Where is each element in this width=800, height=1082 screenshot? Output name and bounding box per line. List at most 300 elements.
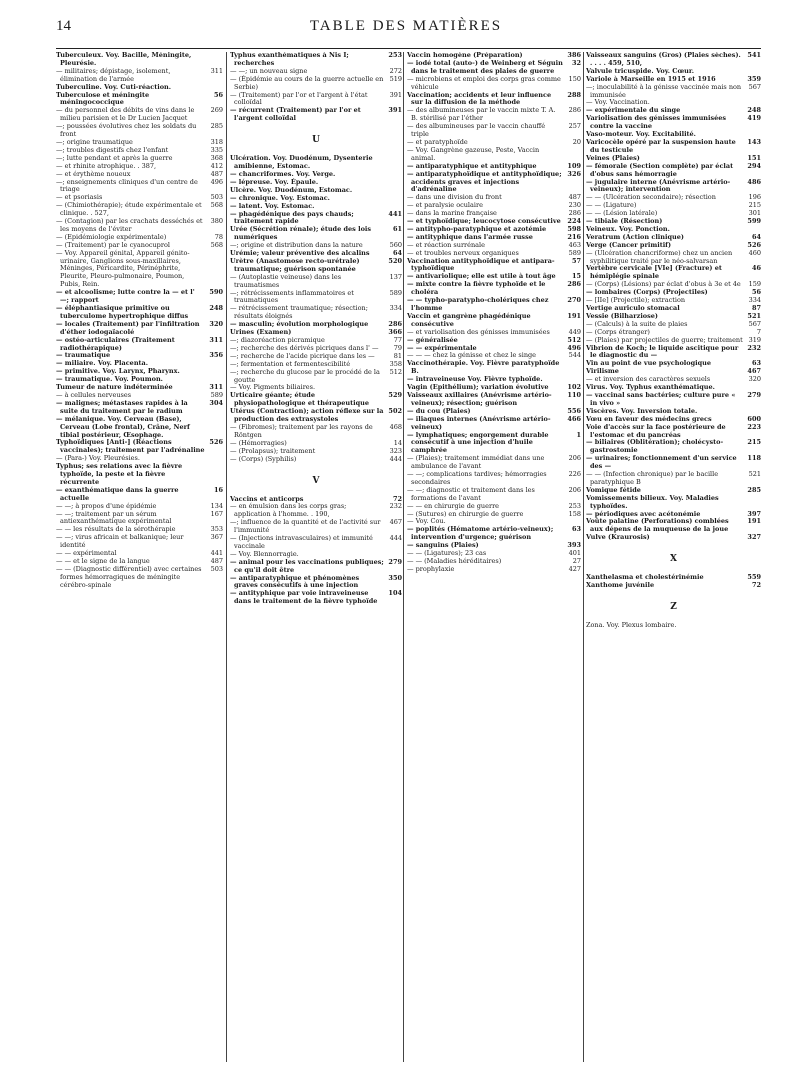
entry-text: — — (Infection chronique) par le bacille paratyphique B xyxy=(586,470,719,486)
entry-page-number: 467 xyxy=(747,367,761,376)
entry-page-number: 589 xyxy=(210,390,223,399)
entry-text: — —; complications tardives; hémorragies secondaires xyxy=(407,470,547,486)
entry-page-number: 57 xyxy=(571,256,581,265)
entry-text: — (Ulcération chancriforme) chez un ancien syphilitique traité par le néo-salvarsan xyxy=(586,248,733,265)
section-letter: V xyxy=(312,475,320,486)
entry-text: — fémorale (Section complète) par éclat d'obus sans hémorragie xyxy=(586,161,734,178)
entry-text: — antiparatyphique et phénomènes graves consécutifs à une injection xyxy=(230,573,360,590)
entry-text: — — expérimental xyxy=(56,549,117,558)
entry-text: Variolisation des génisses immunisées contre la vaccine xyxy=(586,114,727,131)
entry-text: — (Corps) (Lésions) par éclat d'obus à 3e et 4e xyxy=(586,280,741,289)
entry-page-number: 487 xyxy=(210,557,223,565)
entry-text: Ulcère. Voy. Duodénum, Estomac. xyxy=(230,185,353,194)
entry-page-number: 391 xyxy=(388,106,402,115)
entry-text: Typhus; ses relations avec la fièvre typhoïde, la peste et la fièvre récurrente xyxy=(56,462,183,486)
entry-page-number: 512 xyxy=(389,367,402,376)
index-entry xyxy=(230,408,402,424)
entry-page-number: 248 xyxy=(747,106,761,115)
entry-text: — — (Lésion latérale) xyxy=(586,209,658,218)
entry-text: — iliaques internes (Anévrisme artério-veineux) xyxy=(407,414,551,431)
index-entry xyxy=(407,313,581,329)
entry-text: — microbiens et emploi des corps gras comme véhicule xyxy=(407,74,561,91)
entry-text: — ostéo-articulaires (Traitement radiothérapique) xyxy=(56,335,175,352)
index-entry xyxy=(56,400,223,416)
entry-text: Tuberculine. Voy. Cuti-réaction. xyxy=(56,82,172,91)
entry-page-number: 279 xyxy=(747,390,761,399)
entry-page-number: 64 xyxy=(392,249,402,258)
index-entry xyxy=(586,139,761,155)
entry-text: Tumeur de nature indéterminée xyxy=(56,383,173,392)
entry-text: — — (Ligature) xyxy=(586,201,637,210)
entry-page-number: 27 xyxy=(572,557,581,565)
index-columns xyxy=(56,52,761,1062)
entry-page-number: 359 xyxy=(747,74,761,83)
index-entry xyxy=(230,92,402,108)
entry-page-number: 503 xyxy=(210,193,223,202)
entry-page-number: 353 xyxy=(210,525,223,534)
index-entry xyxy=(56,534,223,550)
entry-page-number: 72 xyxy=(392,494,402,503)
entry-text: — éléphantiasique primitive ou tuberculome hypertrophique diffus xyxy=(56,304,189,320)
entry-page-number: 567 xyxy=(748,319,761,328)
entry-text: Urticaire géante; étude physiopathologique et thérapeutique xyxy=(230,391,370,408)
entry-page-number: 196 xyxy=(748,193,761,202)
entry-text: — Voy. Pigments biliaires. xyxy=(230,383,316,392)
entry-text: — lombaires (Corps) (Projectiles) xyxy=(586,288,708,297)
entry-text: Vaso-moteur. Voy. Excitabilité. xyxy=(586,130,696,139)
entry-page-number: 600 xyxy=(747,414,761,423)
entry-text: — lépreuse. Voy. Épaule. xyxy=(230,177,319,186)
entry-text: — dans une division du front xyxy=(407,193,502,202)
entry-text: — (Chimiothérapie); étude expérimentale et clinique. . 527, xyxy=(56,201,202,218)
entry-page-number: 356 xyxy=(209,351,223,360)
entry-page-number: 104 xyxy=(388,589,402,598)
index-entry xyxy=(56,218,223,234)
entry-text: Tuberculeux. Voy. Bacille, Méningite, Pleurésie. xyxy=(56,52,192,67)
entry-page-number: 77 xyxy=(393,336,402,344)
entry-page-number: 468 xyxy=(389,422,402,431)
entry-text: — tibiale (Résection) xyxy=(586,217,663,226)
index-entry xyxy=(230,535,402,551)
entry-page-number: 63 xyxy=(571,525,581,534)
entry-text: Urines (Examen) xyxy=(230,328,292,337)
entry-text: — et troubles nerveux organiques xyxy=(407,248,519,257)
index-entry xyxy=(586,115,761,131)
entry-text: Xanthome juvénile xyxy=(586,581,655,590)
entry-page-number: 367 xyxy=(210,533,223,542)
entry-text: —; inoculabilité à la génisse vaccinée mais non immunisée xyxy=(586,82,742,99)
entry-text: — antityphique par voie intraveineuse dans le traitement de la fièvre typhoïde xyxy=(230,589,378,606)
index-entry xyxy=(230,392,402,408)
index-entry xyxy=(56,92,223,108)
entry-text: — (Plaies); traitement immédiat dans une ambulance de l'avant xyxy=(407,454,545,471)
entry-page-number: 559 xyxy=(747,573,761,582)
entry-text: Urémie; valeur préventive des alcalins xyxy=(230,249,370,258)
index-entry xyxy=(407,416,581,432)
index-entry xyxy=(586,52,761,68)
entry-page-number: 466 xyxy=(567,414,581,423)
entry-text: — vaccinal sans bactéries; culture pure « in vivo » xyxy=(586,390,736,407)
entry-text: —; lutte pendant et après la guerre xyxy=(56,153,173,162)
entry-text: — biliaires (Oblitération); cholécysto-gastrostomie xyxy=(586,438,724,455)
entry-text: —; fermentation et fermentescibilité xyxy=(230,359,351,368)
section-letter: U xyxy=(312,135,320,146)
entry-text: — — (Ulcération secondaire); résection xyxy=(586,193,716,202)
entry-text: — du cou (Plaies) xyxy=(407,406,471,415)
entry-page-number: 327 xyxy=(747,533,761,542)
entry-text: Virus. Voy. Typhus exanthématique. xyxy=(586,383,715,392)
header-rule xyxy=(56,48,761,49)
index-entry xyxy=(586,455,761,471)
entry-page-number: 232 xyxy=(747,343,761,352)
entry-page-number: 102 xyxy=(567,383,581,392)
entry-page-number: 56 xyxy=(751,288,761,297)
entry-text: Vulve (Kraurosis) xyxy=(586,533,650,542)
index-entry xyxy=(56,487,223,503)
entry-text: — et rhinite atrophique. . 387, xyxy=(56,161,157,170)
index-entry xyxy=(56,463,223,487)
index-entry xyxy=(586,392,761,408)
entry-text: Voie d'accès sur la face postérieure de l'estomac et du pancréas xyxy=(586,422,726,439)
entry-page-number: 467 xyxy=(389,518,402,527)
index-entry xyxy=(407,432,581,456)
entry-text: — — en chirurgie de guerre xyxy=(407,501,500,510)
entry-page-number: 568 xyxy=(210,240,223,249)
index-entry xyxy=(230,107,402,123)
entry-page-number: 285 xyxy=(210,122,223,131)
entry-page-number: 502 xyxy=(388,407,402,416)
entry-page-number: 158 xyxy=(568,509,581,518)
entry-text: Vaccins et anticorps xyxy=(230,494,304,503)
entry-text: — (Hémorragies) xyxy=(230,438,287,447)
entry-text: — malignes; métastases rapides à la suite du traitement par le radium xyxy=(56,398,188,415)
entry-page-number: 368 xyxy=(210,153,223,162)
entry-page-number: 110 xyxy=(567,390,581,399)
entry-page-number: 63 xyxy=(751,359,761,368)
entry-text: — et psoriasis xyxy=(56,193,103,202)
entry-page-number: 269 xyxy=(210,106,223,115)
entry-page-number: 248 xyxy=(209,304,223,312)
entry-page-number: 444 xyxy=(389,534,402,543)
entry-page-number: 215 xyxy=(747,438,761,447)
entry-text: Vertèbre cervicale [VIe] (Fracture) et hémiplégie spinale xyxy=(586,264,722,281)
entry-page-number: 541 xyxy=(747,52,761,59)
entry-text: — et paralysie oculaire xyxy=(407,201,483,210)
index-entry xyxy=(230,274,402,290)
entry-page-number: 159 xyxy=(748,280,761,289)
index-entry xyxy=(56,52,223,68)
entry-text: Typhoïdiques [Anti-] (Réactions vaccinales); traitement par l'adrénaline xyxy=(56,438,205,455)
entry-page-number: 143 xyxy=(747,137,761,146)
entry-page-number: 401 xyxy=(568,549,581,558)
entry-text: — intraveineuse Voy. Fièvre typhoïde. xyxy=(407,375,543,384)
entry-page-number: 46 xyxy=(751,264,761,273)
entry-page-number: 486 xyxy=(747,177,761,186)
entry-page-number: 288 xyxy=(567,90,581,99)
entry-text: Xanthelasma et cholestérinémie xyxy=(586,573,704,582)
entry-text: Viscères. Voy. Inversion totale. xyxy=(586,406,698,415)
index-column-2 xyxy=(230,52,402,1062)
entry-text: — mélanique. Voy. Cerveau (Base), Cerveau (Lobe frontal), Crâne, Nerf tibial postérieur, Œsophage. xyxy=(56,414,190,439)
entry-text: Vertige auriculo stomacal xyxy=(586,304,680,312)
index-entry xyxy=(230,290,402,306)
entry-text: — généralisée xyxy=(407,335,458,344)
entry-page-number: 560 xyxy=(389,241,402,250)
entry-page-number: 286 xyxy=(568,209,581,218)
entry-text: — antitypho-paratyphique et azotémie xyxy=(407,224,547,233)
entry-text: — — expérimentale xyxy=(407,343,477,352)
entry-page-number: 232 xyxy=(389,502,402,511)
entry-text: Tuberculose et méningite méningococcique xyxy=(56,90,150,107)
entry-page-number: 191 xyxy=(747,517,761,526)
entry-text: Vomissements bilieux. Voy. Maladies typhoïdes. xyxy=(586,493,719,510)
entry-page-number: 487 xyxy=(210,169,223,178)
index-entry xyxy=(230,76,402,92)
entry-page-number: 79 xyxy=(393,343,402,352)
entry-text: — antiparatyphique et antityphique xyxy=(407,161,537,170)
entry-page-number: 279 xyxy=(388,557,402,566)
entry-text: Urée (Sécrétion rénale); étude des lois numériques xyxy=(230,225,372,242)
entry-text: —; recherche des dérivés picriques dans l' — xyxy=(230,343,379,352)
entry-page-number: 320 xyxy=(748,375,761,384)
index-entry xyxy=(56,511,223,527)
index-entry xyxy=(56,107,223,123)
entry-page-number: 358 xyxy=(389,359,402,368)
entry-text: — Voy. Vaccination. xyxy=(586,98,650,107)
entry-text: — [IIe] (Projectile); extraction xyxy=(586,296,686,305)
index-entry xyxy=(407,258,581,274)
entry-text: Veratrum (Action clinique) xyxy=(586,232,684,241)
index-entry xyxy=(586,534,761,542)
entry-page-number: 226 xyxy=(568,470,581,479)
entry-text: Virilisme xyxy=(586,367,619,376)
index-entry xyxy=(407,455,581,471)
entry-page-number: 320 xyxy=(209,319,223,328)
entry-page-number: 286 xyxy=(568,106,581,115)
entry-page-number: 544 xyxy=(568,351,581,360)
entry-text: — et variolisation des génisses immunisées xyxy=(407,327,550,336)
entry-text: Vaccination; accidents et leur influence sur la diffusion de la méthode xyxy=(407,90,552,107)
entry-text: — et paratyphoïde xyxy=(407,137,468,146)
entry-page-number: 449 xyxy=(568,327,581,336)
entry-text: —; origine traumatique xyxy=(56,137,133,146)
entry-page-number: 14 xyxy=(393,438,402,447)
index-entry xyxy=(56,439,223,455)
index-entry xyxy=(56,123,223,139)
entry-text: Vaccin homogène (Préparation) xyxy=(407,52,523,59)
index-column-1 xyxy=(56,52,223,1062)
entry-text: — — (Diagnostic différentiel) avec certaines formes hémorragiques de méningite cérébro-spinale xyxy=(56,564,202,589)
entry-page-number: 441 xyxy=(388,209,402,218)
entry-text: — — (Ligatures); 23 cas xyxy=(407,549,487,558)
entry-text: — rétrécissement traumatique; résection; résultats éloignés xyxy=(230,304,368,321)
entry-text: — primitive. Voy. Larynx, Pharynx. xyxy=(56,367,180,376)
entry-page-number: 556 xyxy=(567,406,581,415)
index-entry xyxy=(230,258,402,274)
entry-page-number: 253 xyxy=(388,52,402,59)
entry-text: Vessie (Bilharziose) xyxy=(586,311,659,320)
entry-page-number: 319 xyxy=(748,335,761,344)
entry-page-number: 311 xyxy=(209,383,223,392)
entry-page-number: 61 xyxy=(392,225,402,234)
entry-text: — urinaires; fonctionnement d'un service des — xyxy=(586,454,737,471)
entry-text: — à cellules nerveuses xyxy=(56,390,132,399)
entry-page-number: 216 xyxy=(567,232,581,241)
entry-text: — et érythème noueux xyxy=(56,169,131,178)
entry-page-number: 167 xyxy=(210,509,223,518)
entry-text: — masculin; évolution morphologique xyxy=(230,320,369,329)
section-letter: X xyxy=(670,554,677,565)
index-entry xyxy=(56,179,223,195)
entry-text: — —; virus africain et balkanique; leur identité xyxy=(56,533,184,550)
entry-text: —; enseignements cliniques d'un centre de triage xyxy=(56,177,198,194)
entry-page-number: 72 xyxy=(751,581,761,590)
entry-page-number: 318 xyxy=(210,137,223,146)
entry-page-number: 311 xyxy=(209,335,223,344)
page-header xyxy=(56,18,756,42)
entry-page-number: 529 xyxy=(388,391,402,400)
entry-page-number: 460 xyxy=(748,248,761,257)
index-entry xyxy=(586,439,761,455)
entry-text: — Voy. Blennorragie. xyxy=(230,549,299,558)
entry-text: —; origine et distribution dans la nature xyxy=(230,241,363,250)
entry-page-number: 253 xyxy=(568,501,581,510)
entry-text: Verge (Cancer primitif) xyxy=(586,240,672,249)
entry-page-number: 224 xyxy=(567,217,581,226)
entry-text: — mixte contre la fièvre typhoïde et le choléra xyxy=(407,280,546,297)
column-divider xyxy=(226,52,227,1062)
entry-page-number: 380 xyxy=(210,217,223,226)
entry-text: — — typho-paratypho-cholériques chez l'homme xyxy=(407,296,549,312)
entry-text: — périodiques avec acétonémie xyxy=(586,509,701,518)
entry-page-number: 427 xyxy=(568,564,581,573)
entry-text: — Voy. Gangrène gazeuse, Peste, Vaccin animal. xyxy=(407,145,540,162)
index-entry xyxy=(56,68,223,84)
index-entry xyxy=(586,471,761,487)
entry-text: — des albumineuses par le vaccin mixte T. A. B. stérilisé par l'éther xyxy=(407,106,556,123)
index-entry xyxy=(230,575,402,591)
entry-text: — — et le signe de la langue xyxy=(56,557,150,565)
entry-text: — —; à propos d'une épidémie xyxy=(56,501,157,510)
entry-page-number: 350 xyxy=(388,573,402,582)
index-entry xyxy=(407,76,581,92)
entry-text: Variole à Marseille en 1915 et 1916 xyxy=(586,74,716,83)
index-entry xyxy=(230,559,402,575)
index-entry xyxy=(586,622,761,630)
index-entry xyxy=(586,265,761,281)
entry-page-number: 487 xyxy=(568,193,581,202)
index-entry xyxy=(586,345,761,361)
entry-text: —; influence de la quantité et de l'activité sur l'immunité xyxy=(230,518,381,535)
entry-page-number: 230 xyxy=(568,201,581,210)
index-entry xyxy=(407,281,581,297)
entry-page-number: 16 xyxy=(213,485,223,494)
index-entry xyxy=(230,226,402,242)
index-entry xyxy=(56,416,223,440)
index-entry xyxy=(230,369,402,385)
index-entry xyxy=(230,519,402,535)
entry-text: — (Épidémie au cours de la guerre actuelle en Serbie) xyxy=(230,74,384,91)
entry-page-number: 215 xyxy=(748,201,761,210)
index-column-3 xyxy=(407,52,581,1062)
index-entry xyxy=(230,424,402,440)
entry-page-number: 294 xyxy=(747,161,761,170)
entry-text: — (Traitement) par l'or et l'argent à l'état colloïdal xyxy=(230,90,368,107)
entry-text: — antityphique dans l'armée russe xyxy=(407,232,533,241)
page-number: 14 xyxy=(56,18,71,34)
entry-text: Utérus (Contraction); action réflexe sur la production des extrasystoles xyxy=(230,407,384,424)
entry-text: — Voy. Appareil génital, Appareil génito-urinaire, Ganglions sous-maxillaires, Méninges, Péricardite, Périnéphrite, Pleurite, Pleuro-pulmonaire, Poumon, Pubis, Rein. xyxy=(56,248,190,289)
column-divider xyxy=(583,52,584,1062)
index-entry xyxy=(56,566,223,590)
section-letter: Z xyxy=(670,602,677,612)
entry-page-number: 270 xyxy=(567,296,581,305)
entry-text: Veineux. Voy. Ponction. xyxy=(586,224,670,233)
index-entry xyxy=(407,92,581,108)
entry-text: Voûte palatine (Perforations) comblées aux dépens de la muqueuse de la joue xyxy=(586,517,729,534)
index-entry xyxy=(230,305,402,321)
entry-text: — —; diagnostic et traitement dans les formations de l'avant xyxy=(407,485,535,502)
index-entry xyxy=(56,289,223,305)
entry-page-number: 397 xyxy=(747,509,761,518)
entry-text: Vaisseaux axillaires (Anévrisme artério-veineux); résection; guérison xyxy=(407,390,552,407)
entry-text: — phagédénique des pays chauds; traitement rapide xyxy=(230,209,354,226)
entry-text: — poplités (Hématome artério-veineux); intervention d'urgence; guérison xyxy=(407,525,554,542)
entry-page-number: 137 xyxy=(389,272,402,281)
entry-text: — du personnel des débits de vins dans le milieu parisien et le Dr Lucien Jacquet xyxy=(56,106,195,123)
entry-text: — et réaction surrénale xyxy=(407,240,485,249)
entry-text: — dans la marine française xyxy=(407,209,497,218)
index-entry xyxy=(56,202,223,218)
entry-text: — et typhoïdique; leucocytose consécutive xyxy=(407,217,561,226)
index-entry xyxy=(407,297,581,313)
entry-page-number: 444 xyxy=(389,454,402,463)
entry-page-number: 206 xyxy=(568,485,581,494)
entry-page-number: 78 xyxy=(214,232,223,241)
entry-text: — militaires; dépistage, isolement, élimination de l'armée xyxy=(56,66,171,83)
entry-text: Zona. Voy. Plexus lombaire. xyxy=(586,621,677,629)
column-divider xyxy=(403,52,404,1062)
entry-page-number: 419 xyxy=(747,114,761,123)
entry-page-number: 150 xyxy=(568,74,581,83)
entry-text: — (Injections intravasculaires) et immunité vaccinale xyxy=(230,534,373,550)
index-entry xyxy=(586,84,761,100)
entry-text: — traumatique. Voy. Poumon. xyxy=(56,375,163,384)
entry-page-number: 366 xyxy=(388,328,402,337)
entry-page-number: 223 xyxy=(747,422,761,431)
index-entry xyxy=(586,582,761,590)
entry-page-number: 393 xyxy=(567,541,581,550)
entry-page-number: 590 xyxy=(209,288,223,297)
entry-text: Vaccinothérapie. Voy. Fièvre paratyphoïde B. xyxy=(407,359,560,376)
entry-text: — prophylaxie xyxy=(407,564,455,573)
index-column-4 xyxy=(586,52,761,1062)
entry-text: — traumatique xyxy=(56,351,111,360)
entry-text: Vœu en faveur des médecins grecs xyxy=(586,414,712,423)
entry-text: —; poussées évolutives chez les soldats du front xyxy=(56,122,197,139)
entry-page-number: 521 xyxy=(747,311,761,320)
index-entry xyxy=(586,495,761,511)
index-entry xyxy=(407,107,581,123)
index-entry xyxy=(586,250,761,266)
entry-page-number: 151 xyxy=(747,153,761,162)
entry-text: —; diazoréaction picramique xyxy=(230,336,325,344)
entry-text: — chronique. Voy. Estomac. xyxy=(230,193,330,202)
entry-text: —; recherche du glucose par le procédé de la goutte xyxy=(230,367,380,384)
entry-text: — exanthématique dans la guerre actuelle xyxy=(56,485,179,502)
index-entry xyxy=(586,518,761,534)
entry-page-number: 441 xyxy=(210,549,223,558)
